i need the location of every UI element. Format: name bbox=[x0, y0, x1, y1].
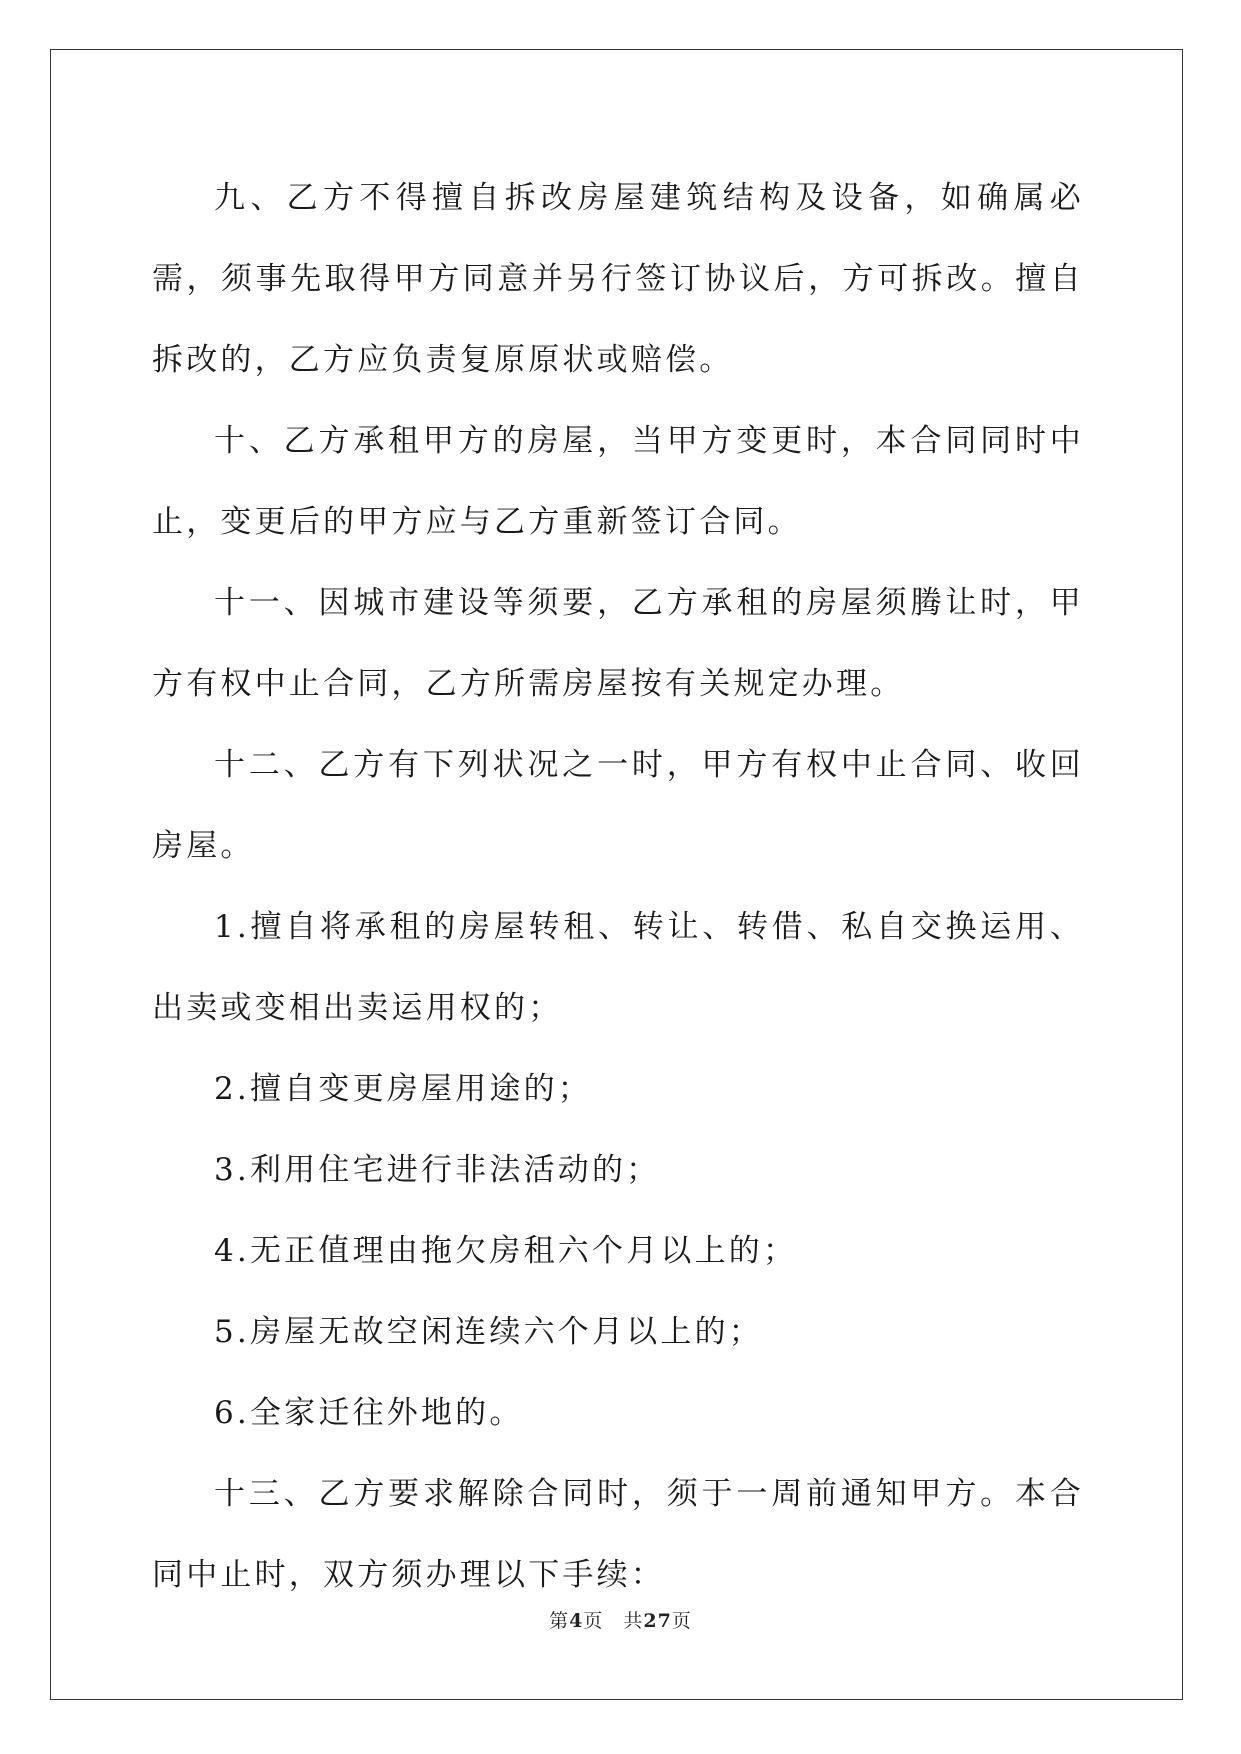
paragraph-clause-11: 十一、因城市建设等须要，乙方承租的房屋须腾让时，甲方有权中止合同，乙方所需房屋按有关规定办理。 bbox=[152, 585, 1084, 702]
paragraph-clause-9: 九、乙方不得擅自拆改房屋建筑结构及设备，如确属必需，须事先取得甲方同意并另行签订协议后，方可拆改。擅自拆改的，乙方应负责复原原状或赔偿。 bbox=[152, 180, 1084, 378]
page-footer bbox=[0, 1606, 1241, 1633]
list-item-2: 2.擅自变更房屋用途的； bbox=[214, 1071, 592, 1107]
paragraph-clause-13: 十三、乙方要求解除合同时，须于一周前通知甲方。本合同中止时，双方须办理以下手续： bbox=[152, 1476, 1084, 1593]
list-item-5: 5.房屋无故空闲连续六个月以上的； bbox=[214, 1314, 763, 1350]
total-page-count: 27 bbox=[643, 1610, 672, 1632]
list-item-3: 3.利用住宅进行非法活动的； bbox=[214, 1152, 661, 1188]
list-item-1: 1.擅自将承租的房屋转租、转让、转借、私自交换运用、出卖或变相出卖运用权的； bbox=[152, 909, 1084, 1026]
page-prefix: 第 bbox=[549, 1610, 570, 1632]
list-item-4: 4.无正值理由拖欠房租六个月以上的； bbox=[214, 1233, 798, 1269]
total-prefix: 共 bbox=[623, 1610, 644, 1632]
document-body bbox=[152, 158, 1084, 1616]
paragraph-clause-10: 十、乙方承租甲方的房屋，当甲方变更时，本合同同时中止，变更后的甲方应与乙方重新签订合同。 bbox=[152, 423, 1084, 540]
total-suffix: 页 bbox=[671, 1610, 692, 1632]
current-page-number: 4 bbox=[569, 1610, 584, 1632]
paragraph-clause-12: 十二、乙方有下列状况之一时，甲方有权中止合同、收回房屋。 bbox=[152, 747, 1084, 864]
list-item-6: 6.全家迁往外地的。 bbox=[214, 1395, 524, 1431]
page-suffix: 页 bbox=[583, 1610, 604, 1632]
